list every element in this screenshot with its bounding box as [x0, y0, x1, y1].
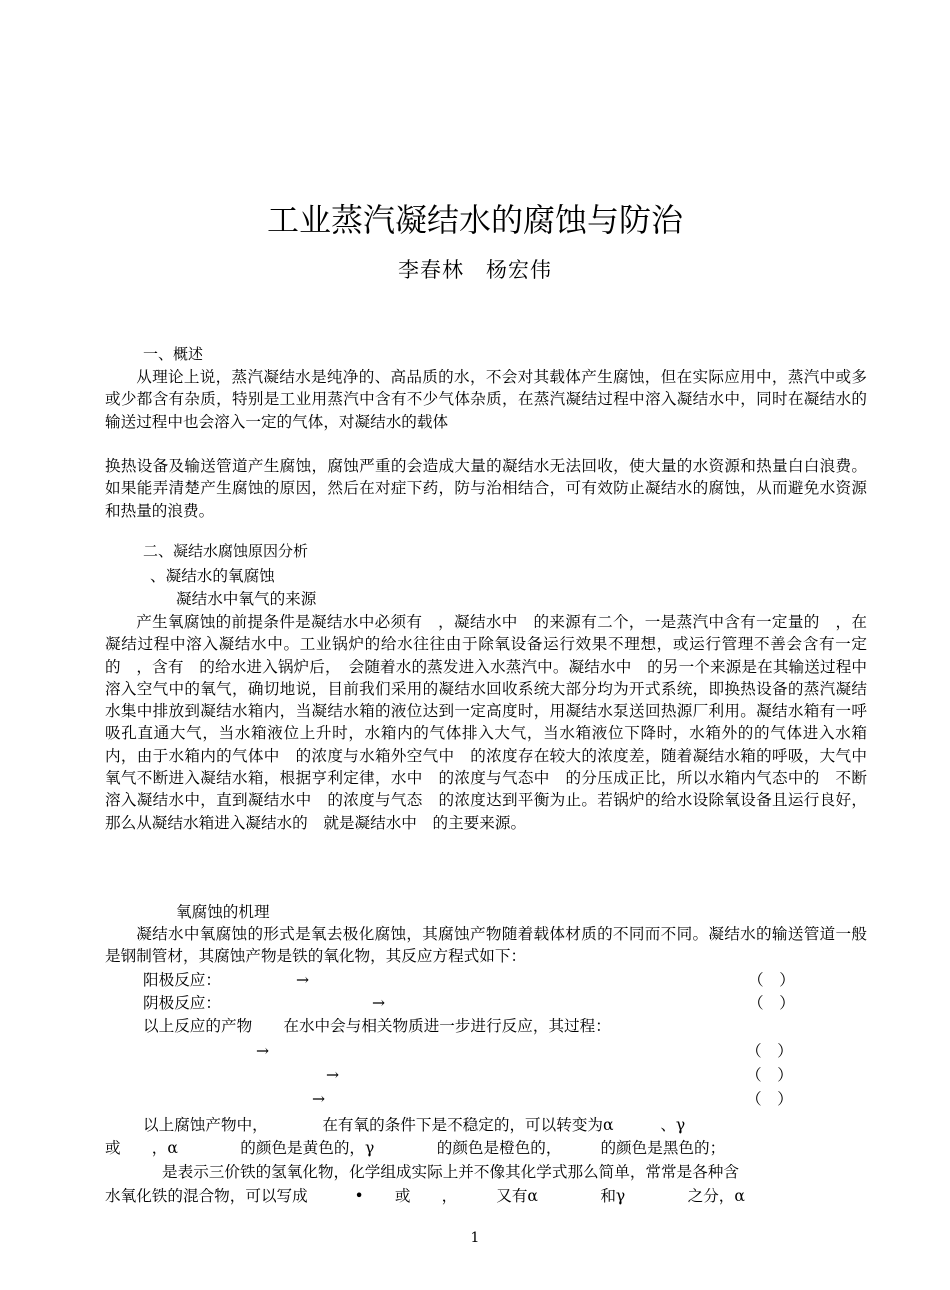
equation-number: （ ） [748, 994, 795, 1012]
cathode-reaction-arrow: → [372, 994, 386, 1012]
document-title: 工业蒸汽凝结水的腐蚀与防治 [266, 201, 683, 239]
subsection-oxygen-source: 凝结水中氧气的来源 [176, 590, 317, 608]
corrosion-products-line-1: 以上腐蚀产物中， 在有氧的条件下是不稳定的，可以转变为α 、γ [143, 1116, 686, 1134]
cathode-reaction-label: 阴极反应： [143, 994, 221, 1012]
subsection-corrosion-mechanism: 氧腐蚀的机理 [176, 903, 270, 921]
anode-reaction-label: 阳极反应： [143, 971, 221, 989]
iron-hydroxide-line-1: 是表示三价铁的氢氧化物，化学组成实际上并不像其化学式那么简单，常常是各种含 [162, 1163, 739, 1181]
equation-number: （ ） [746, 1042, 793, 1060]
anode-reaction-arrow: → [296, 971, 310, 989]
oxygen-source-paragraph: 产生氧腐蚀的前提条件是凝结水中必须有 ，凝结水中 的来源有二个，一是蒸汽中含有一定量的 ，在凝结过程中溶入凝结水中。工业锅炉的给水往往由于除氧设备运行效果不理想，或运行管理不善会含有一定的 ，含有 的给水进入锅炉后， 会随着水的蒸发进入水蒸汽中。凝结水中 的另一个来源是在其输送过程中溶入空气中的氧气，确切地说，目前我们采用的凝结水回收系统大部分均为开式系统，即换热设备的蒸汽凝结水集中排放到凝结水箱内，当凝结水箱的液位达到一定高度时，用凝结水泵送回热源厂利用。凝结水箱有一呼吸孔直通大气，当水箱液位上升时，水箱内的气体排入大气，当水箱液位下降时，水箱外的的气体进入水箱内，由于水箱内的气体中 的浓度与水箱外空气中 的浓度存在较大的浓度差，随着凝结水箱的呼吸，大气中氧气不断进入凝结水箱，根据亨利定律，水中 的浓度与气态中 的分压成正比，所以水箱内气态中的 不断溶入凝结水中，直到凝结水中 的浓度与气态 的浓度达到平衡为止。若锅炉的给水设除氧设备且运行良好，那么从凝结水箱进入凝结水的 就是凝结水中 的主要来源。 [105, 613, 867, 832]
subsection-oxygen-corrosion: 、凝结水的氧腐蚀 [150, 567, 275, 585]
section-2-heading: 二、凝结水腐蚀原因分析 [143, 542, 309, 560]
corrosion-products-line-2: 或 ，α 的颜色是黄色的，γ 的颜色是橙色的， 的颜色是黑色的； [105, 1139, 726, 1157]
section-1-paragraph-continued: 换热设备及输送管道产生腐蚀，腐蚀严重的会造成大量的凝结水无法回收，使大量的水资源和热量白白浪费。如果能弄清楚产生腐蚀的原因，然后在对症下药，防与治相结合，可有效防止凝结水的腐蚀，从而避免水资源和热量的浪费。 [105, 457, 867, 520]
equation-number: （ ） [746, 1090, 793, 1108]
section-1-heading: 一、概述 [143, 345, 204, 363]
equation-number: （ ） [748, 971, 795, 989]
reaction-arrow-2: → [326, 1066, 340, 1084]
authors: 李春林 杨宏伟 [398, 258, 552, 282]
reaction-arrow-1: → [256, 1042, 270, 1060]
mechanism-paragraph: 凝结水中氧腐蚀的形式是氧去极化腐蚀，其腐蚀产物随着载体材质的不同而不同。凝结水的输送管道一般是钢制管材，其腐蚀产物是铁的氧化物，其反应方程式如下： [105, 925, 867, 966]
reaction-arrow-3: → [312, 1090, 326, 1108]
page-number: 1 [470, 1230, 480, 1246]
iron-hydroxide-line-2: 水氧化铁的混合物，可以写成 • 或 ， 又有α 和γ 之分，α [105, 1187, 745, 1205]
equation-number: （ ） [746, 1066, 793, 1084]
section-1-paragraph: 从理论上说，蒸汽凝结水是纯净的、高品质的水，不会对其载体产生腐蚀，但在实际应用中，蒸汽中或多或少都含有杂质，特别是工业用蒸汽中含有不少气体杂质，在蒸汽凝结过程中溶入凝结水中，同时在凝结水的输送过程中也会溶入一定的气体，对凝结水的载体 [105, 368, 867, 431]
reaction-intro: 以上反应的产物 在水中会与相关物质进一步进行反应，其过程： [143, 1017, 611, 1035]
